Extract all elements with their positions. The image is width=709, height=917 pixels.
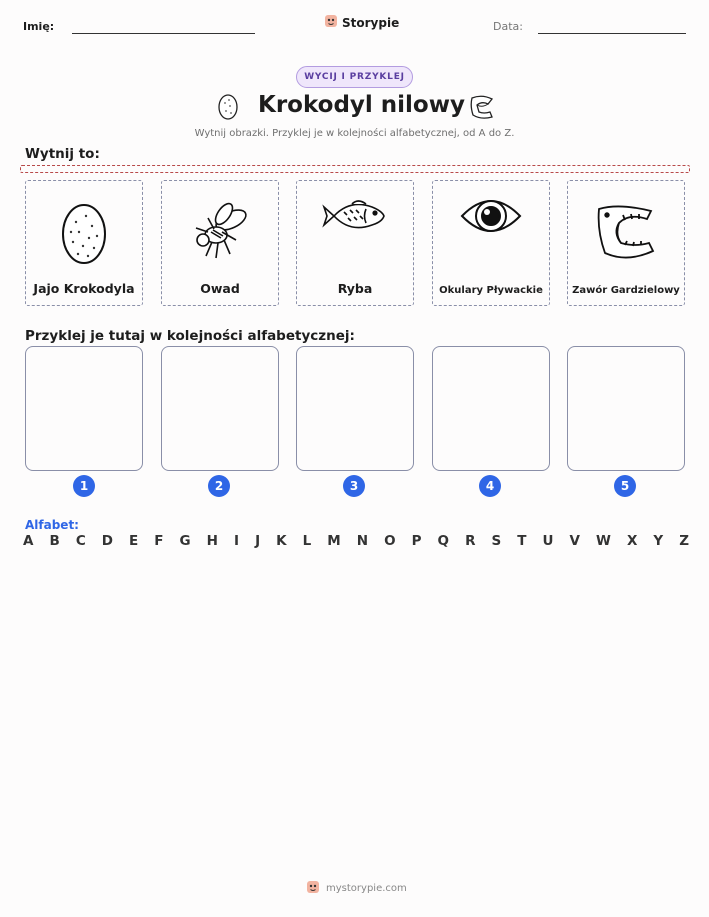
name-label: Imię: [23, 20, 55, 33]
brand-name: Storypie [342, 15, 400, 30]
alphabet-letter: D [101, 533, 113, 549]
fish-icon [297, 181, 413, 251]
page-title: Krokodyl nilowy [258, 92, 465, 118]
alphabet-letter: T [517, 533, 527, 549]
paste-section-label: Przyklej je tutaj w kolejności alfabetycznej: [25, 328, 355, 344]
cut-line [20, 165, 690, 173]
alphabet-letter: S [491, 533, 502, 549]
number-badge-1: 1 [73, 475, 95, 497]
footer [306, 880, 407, 897]
cut-card-eye[interactable] [432, 180, 550, 306]
alphabet-letter: X [626, 533, 638, 549]
brand-logo [324, 14, 399, 31]
alphabet-letter: K [276, 533, 287, 549]
egg-icon [26, 187, 142, 277]
cut-card-fish[interactable] [296, 180, 414, 306]
card-label: Zawór Gardzielowy [572, 285, 680, 296]
eye-icon [433, 181, 549, 251]
alphabet-letter: E [129, 533, 139, 549]
alphabet-letter: Z [679, 533, 689, 549]
alphabet-letter: J [255, 533, 261, 549]
alphabet-letter: F [154, 533, 164, 549]
paste-box-1[interactable] [25, 346, 143, 471]
card-label: Jajo Krokodyla [33, 281, 135, 296]
alphabet-letter: M [327, 533, 341, 549]
title-egg-icon [217, 92, 239, 124]
date-label: Data: [493, 20, 523, 33]
alphabet-letter: P [411, 533, 422, 549]
paste-box-5[interactable] [567, 346, 685, 471]
activity-tag: WYCIJ I PRZYKLEJ [296, 66, 413, 88]
alphabet-letter: N [356, 533, 369, 549]
alphabet-letter: H [206, 533, 218, 549]
instructions: Wytnij obrazki. Przyklej je w kolejności alfabetycznej, od A do Z. [194, 128, 515, 139]
number-badge-3: 3 [343, 475, 365, 497]
alphabet-letter: U [542, 533, 554, 549]
alphabet-letter: R [465, 533, 476, 549]
alphabet-letter: Y [653, 533, 664, 549]
name-line[interactable] [72, 33, 255, 34]
alphabet-letter: C [75, 533, 86, 549]
paste-box-2[interactable] [161, 346, 279, 471]
alphabet-letter: Q [437, 533, 450, 549]
date-line[interactable] [538, 33, 686, 34]
fly-icon [162, 187, 278, 277]
alphabet-letter: A [23, 533, 34, 549]
cut-card-egg[interactable] [25, 180, 143, 306]
alphabet-row [23, 533, 689, 549]
card-label: Owad [200, 281, 240, 296]
storypie-logo-icon [306, 880, 320, 897]
alphabet-letter: V [569, 533, 580, 549]
crocodile-jaw-icon [568, 187, 684, 277]
paste-box-3[interactable] [296, 346, 414, 471]
cut-card-insect[interactable] [161, 180, 279, 306]
alphabet-label: Alfabet: [25, 518, 79, 532]
footer-url[interactable]: mystorypie.com [326, 883, 407, 894]
alphabet-letter: L [302, 533, 312, 549]
paste-box-4[interactable] [432, 346, 550, 471]
storypie-logo-icon [324, 14, 338, 31]
number-badge-4: 4 [479, 475, 501, 497]
number-badge-5: 5 [614, 475, 636, 497]
title-crocodile-icon [468, 92, 496, 124]
cut-card-jaw[interactable] [567, 180, 685, 306]
alphabet-letter: W [596, 533, 611, 549]
card-label: Ryba [337, 281, 373, 296]
card-label: Okulary Pływackie [439, 285, 543, 296]
alphabet-letter: O [384, 533, 396, 549]
alphabet-letter: G [179, 533, 191, 549]
alphabet-letter: B [49, 533, 60, 549]
cut-section-label: Wytnij to: [25, 146, 100, 162]
number-badge-2: 2 [208, 475, 230, 497]
alphabet-letter: I [234, 533, 240, 549]
